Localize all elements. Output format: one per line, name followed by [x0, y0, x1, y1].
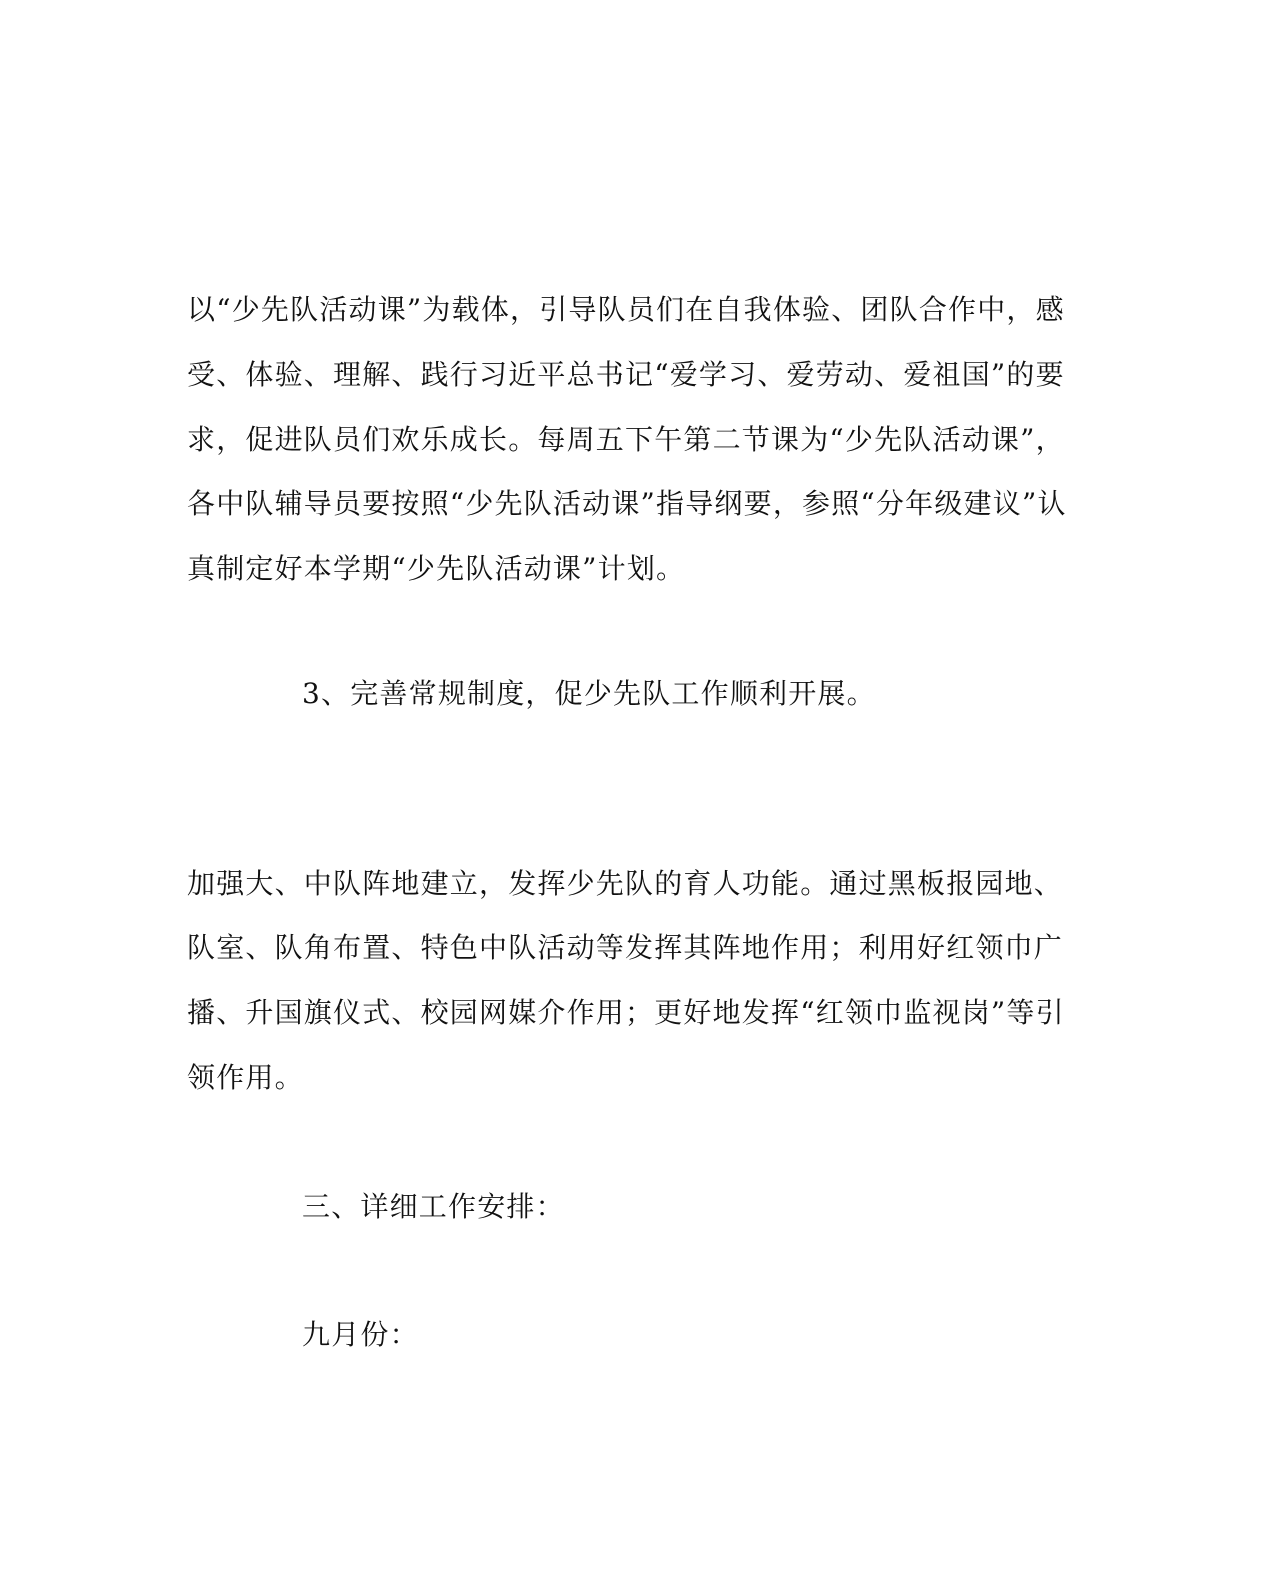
paragraph-line: 各中队辅导员要按照“少先队活动课”指导纲要，参照“分年级建议”认 — [187, 487, 1067, 520]
paragraph-line: 播、升国旗仪式、校园网媒介作用；更好地发挥“红领巾监视岗”等引 — [187, 996, 1065, 1029]
paragraph-line: 真制定好本学期“少先队活动课”计划。 — [187, 552, 686, 585]
month-heading-september: 九月份： — [302, 1318, 419, 1351]
section-heading-detailed-arrangement: 三、详细工作安排： — [302, 1190, 565, 1223]
section-heading-3: 3、完善常规制度，促少先队工作顺利开展。 — [302, 677, 876, 710]
paragraph-line: 受、体验、理解、践行习近平总书记“爱学习、爱劳动、爱祖国”的要 — [187, 358, 1065, 391]
paragraph-line: 求，促进队员们欢乐成长。每周五下午第二节课为“少先队活动课”， — [187, 423, 1065, 456]
paragraph-line: 领作用。 — [187, 1061, 304, 1094]
paragraph-line: 加强大、中队阵地建立，发挥少先队的育人功能。通过黑板报园地、 — [187, 867, 1064, 900]
paragraph-line: 以“少先队活动课”为载体，引导队员们在自我体验、团队合作中，感 — [187, 293, 1065, 326]
paragraph-line: 队室、队角布置、特色中队活动等发挥其阵地作用；利用好红领巾广 — [187, 931, 1064, 964]
